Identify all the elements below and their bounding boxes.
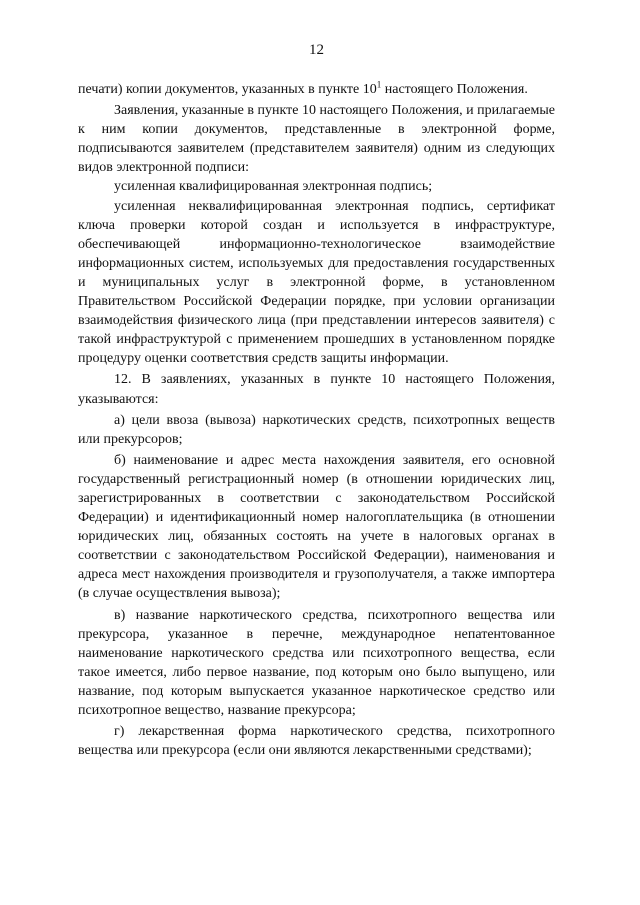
paragraph-unqualified-signature: усиленная неквалифицированная электронная подпись, сертификат ключа проверки которой создан и используется в инфраструктуре, обеспечивающей информационно-технологическое взаимодействие информационных систем, используемых для предоставления государственных и муниципальных услуг в электронной форме, в установленном Правительством Российской Федерации порядке, при условии организации взаимодействия физического лица (при представлении интересов заявителя) с такой инфраструктурой с применением прошедших в установленном порядке процедуру оценки соответствия средств защиты информации. [78,198,555,367]
paragraph-item-v: в) название наркотического средства, психотропного вещества или прекурсора, указанное в перечне, международное непатентованное наименование наркотического средства или психотропного вещества, если такое имеется, либо первое название, под которым оно было выпущено, или название, под которым выпускается указанное наркотическое средство или психотропное вещество, название прекурсора; [78,607,555,718]
paragraph-item-12: 12. В заявлениях, указанных в пункте 10 настоящего Положения, указываются: [78,372,555,407]
paragraph-item-g: г) лекарственная форма наркотического средства, психотропного вещества или прекурсора (если они являются лекарственными средствами); [78,724,555,759]
paragraph-text: настоящего Положения. [381,82,528,97]
footnote-superscript: 1 [376,79,382,90]
paragraph-item-a: а) цели ввоза (вывоза) наркотических средств, психотропных веществ или прекурсоров; [78,412,555,447]
paragraph-qualified-signature: усиленная квалифицированная электронная подпись; [114,179,433,195]
paragraph-text: печати) копии документов, указанных в пункте 10 [78,82,377,97]
page-number: 12 [309,42,324,58]
paragraph-item-b: б) наименование и адрес места нахождения заявителя, его основной государственный регистрационный номер (в отношении юридических лиц, зарегистрированных в соответствии с законодательством Российской Федерации) и идентификационный номер налогоплательщика (в отношении юридических лиц, обязанных состоять на учете в налоговых органах в соответствии с законодательством Российской Федерации), наименования и адреса мест нахождения производителя и грузополучателя, а также импортера (в случае осуществления вывоза); [78,452,555,602]
paragraph-signature-types: Заявления, указанные в пункте 10 настоящего Положения, и прилагаемые к ним копии документов, представленные в электронной форме, подписываются заявителем (представителем заявителя) одним из следующих видов электронной подписи: [78,103,555,176]
paragraph-continuation [78,80,555,99]
document-body [78,80,555,760]
